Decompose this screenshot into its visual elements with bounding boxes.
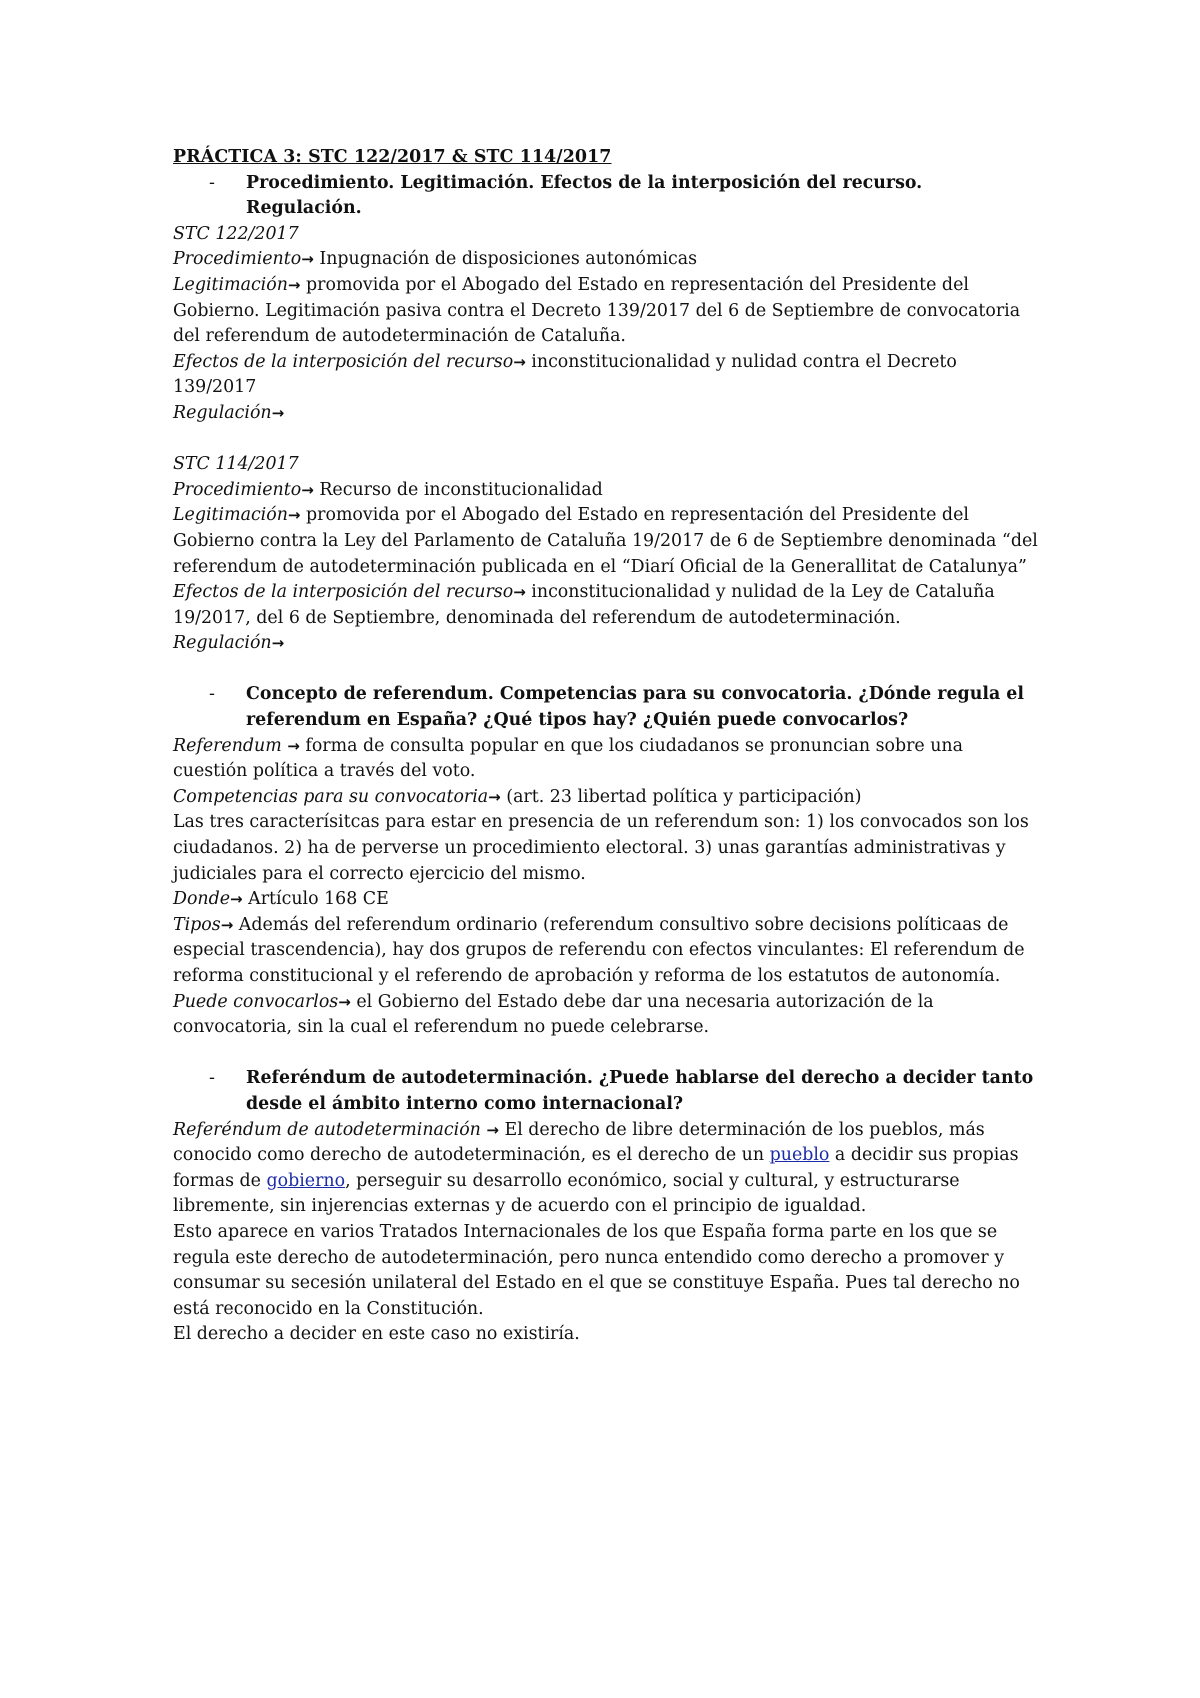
term: Efectos de la interposición del recurso [173, 351, 514, 372]
arrow-right-icon: → [287, 506, 301, 525]
section-heading-text: Procedimiento. Legitimación. Efectos de la interposición del recurso. Regulación. [246, 172, 923, 219]
link-gobierno[interactable]: gobierno [266, 1170, 346, 1191]
arrow-right-icon: → [301, 480, 314, 499]
term: Donde [173, 889, 231, 910]
term: Legitimación [173, 274, 288, 295]
section-heading-procedimiento [173, 171, 1040, 222]
term: Efectos de la interposición del recurso [173, 582, 514, 603]
list-dash: - [209, 684, 215, 705]
donde: Donde→ Artículo 168 CE [173, 889, 389, 910]
arrow-right-icon: → [287, 736, 300, 755]
stc-114-legitimacion: Legitimación→ promovida por el Abogado del Estado en representación del Presidente del Gobierno contra la Ley del Parlamento de Cataluña 19/2017 de 6 de Septiembre denominada “del referendum de autodeterminación publicada en el “Diarí Oficial de la Generallitat de Catalunya” [173, 505, 1038, 577]
arrow-right-icon: → [301, 250, 314, 269]
stc-122-procedimiento: Procedimiento→ Inpugnación de disposiciones autonómicas [173, 249, 698, 270]
term: Referéndum de autodeterminación [173, 1119, 481, 1140]
term: Tipos [173, 914, 221, 935]
autodeterminacion-definition: Referéndum de autodeterminación → El derecho de libre determinación de los pueblos, más conocido como derecho de autodeterminación, es el derecho de un pueblo a decidir sus propias formas de gobierno, perseguir su desarrollo económico, social y cultural, y estructurarse libremente, sin injerencias externas y de acuerdo con el principio de igualdad. [173, 1119, 1019, 1217]
stc-114-efectos: Efectos de la interposición del recurso→ inconstitucionalidad y nulidad de la Ley de Cataluña 19/2017, del 6 de Septiembre, denominada del referendum de autodeterminación. [173, 582, 995, 628]
term: Procedimiento [173, 249, 302, 270]
section-heading-referendum [173, 682, 1040, 733]
stc-114-regulacion [173, 631, 1040, 657]
arrow-right-icon: → [513, 583, 526, 602]
term: Regulación [173, 402, 272, 423]
stc-114-label: STC 114/2017 [173, 454, 299, 475]
term: Puede convocarlos [173, 991, 339, 1012]
stc-122-regulacion [173, 401, 1040, 427]
list-dash: - [209, 172, 215, 193]
list-dash: - [209, 1068, 215, 1089]
arrow-right-icon: → [513, 352, 526, 371]
arrow-right-icon: → [220, 915, 234, 934]
arrow-right-icon: → [488, 787, 501, 806]
tratados-paragraph: Esto aparece en varios Tratados Internacionales de los que España forma parte en los que se regula este derecho de autodeterminación, pero nunca entendido como derecho a promover y consumar su secesión unilateral del Estado en el que se constituye España. Pues tal derecho no está reconocido en la Constitución. [173, 1221, 1020, 1319]
section-heading-autodeterminacion [173, 1066, 1040, 1117]
competencias: Competencias para su convocatoria→ (art. 23 libertad política y participación) [173, 786, 862, 807]
term: Procedimiento [173, 479, 302, 500]
stc-122-legitimacion: Legitimación→ promovida por el Abogado del Estado en representación del Presidente del Gobierno. Legitimación pasiva contra el Decreto 139/2017 del 6 de Septiembre de convocatoria del referendum de autodeterminación de Cataluña. [173, 274, 1021, 347]
document-title: PRÁCTICA 3: STC 122/2017 & STC 114/2017 [173, 147, 612, 167]
arrow-right-icon: → [338, 992, 351, 1011]
arrow-right-icon: → [271, 403, 285, 422]
tipos: Tipos→ Además del referendum ordinario (referendum consultivo sobre decisions políticaas de especial trascendencia), hay dos grupos de referendu con efectos vinculantes: El referendum de reforma constitucional y el referendo de aprobación y reforma de los estatutos de autonomía. [173, 914, 1025, 986]
arrow-right-icon: → [287, 275, 301, 294]
arrow-right-icon: → [230, 890, 243, 909]
section-heading-text: Concepto de referendum. Competencias para su convocatoria. ¿Dónde regula el referendum en España? ¿Qué tipos hay? ¿Quién puede convocarlos? [246, 684, 1024, 731]
arrow-right-icon: → [271, 634, 285, 653]
section-heading-text: Referéndum de autodeterminación. ¿Puede hablarse del derecho a decider tanto desde el ámbito interno como internacional? [246, 1068, 1034, 1114]
arrow-right-icon: → [486, 1120, 499, 1139]
link-pueblo[interactable]: pueblo [769, 1145, 830, 1166]
stc-114-procedimiento: Procedimiento→ Recurso de inconstitucionalidad [173, 479, 603, 500]
term: Competencias para su convocatoria [173, 786, 489, 807]
term: Referendum [173, 735, 282, 756]
term: Legitimación [173, 505, 288, 526]
caracteristicas: Las tres caracterísitcas para estar en presencia de un referendum son: 1) los convocados son los ciudadanos. 2) ha de perverse un procedimiento electoral. 3) unas garantías administrativas y judiciales para el correcto ejercicio del mismo. [173, 812, 1029, 884]
term: Regulación [173, 633, 272, 654]
referendum-definition: Referendum → forma de consulta popular en que los ciudadanos se pronuncian sobre una cuestión política a través del voto. [173, 735, 964, 782]
stc-122-label: STC 122/2017 [173, 223, 299, 244]
stc-122-efectos: Efectos de la interposición del recurso→ inconstitucionalidad y nulidad contra el Decreto 139/2017 [173, 351, 957, 398]
conclusion-paragraph: El derecho a decider en este caso no existiría. [173, 1324, 580, 1345]
puede-convocarlos: Puede convocarlos→ el Gobierno del Estado debe dar una necesaria autorización de la convocatoria, sin la cual el referendum no puede celebrarse. [173, 991, 934, 1038]
